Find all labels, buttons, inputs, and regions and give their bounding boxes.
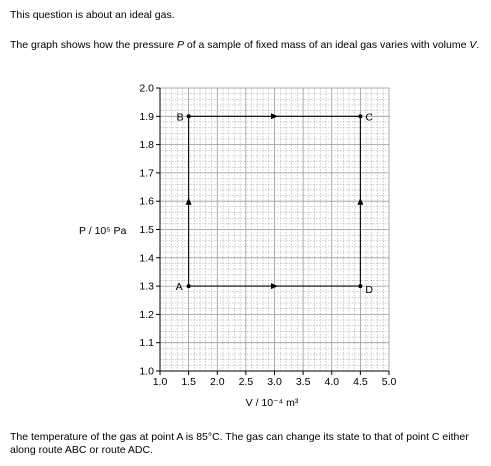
axes — [139, 83, 396, 389]
description-text-3: . — [476, 39, 480, 51]
x-tick-label: 1.5 — [181, 376, 196, 388]
y-tick-label: 1.0 — [139, 365, 154, 378]
point-label-c: C — [365, 111, 373, 124]
pressure-symbol: P — [176, 39, 184, 51]
y-axis-label: P / 10⁵ Pa — [79, 225, 127, 237]
y-tick-label: 1.6 — [139, 195, 154, 208]
question-intro: This question is about an ideal gas. — [10, 9, 175, 21]
x-tick-label: 4.0 — [324, 376, 340, 388]
x-tick-label: 2.0 — [209, 376, 225, 388]
x-tick-label: 2.5 — [238, 376, 254, 388]
y-tick-label: 1.8 — [139, 139, 154, 152]
y-tick-label: 1.2 — [139, 308, 154, 321]
x-tick-label: 4.5 — [353, 376, 368, 388]
y-tick-label: 1.3 — [139, 280, 154, 293]
point-label-b: B — [176, 111, 184, 124]
point-d — [358, 284, 362, 288]
y-tick-label: 1.1 — [139, 337, 154, 350]
x-tick-label: 1.0 — [152, 376, 168, 388]
y-tick-label: 1.4 — [139, 252, 154, 265]
question-footer: The temperature of the gas at point A is 85°C. The gas can change its state to that of point C either along route ABC or route ADC. — [10, 431, 469, 456]
description-text-2: of a sample of fixed mass of an ideal gas varies with volume — [183, 39, 470, 51]
x-tick-label: 3.0 — [267, 376, 282, 388]
x-tick-label: 3.5 — [295, 376, 311, 388]
description-text-1: The graph shows how the pressure — [10, 39, 177, 51]
y-tick-label: 2.0 — [139, 82, 154, 95]
point-c — [358, 114, 362, 118]
x-tick-label: 5.0 — [381, 376, 397, 388]
y-tick-label: 1.7 — [139, 167, 154, 180]
y-tick-label: 1.5 — [139, 224, 154, 236]
y-tick-label: 1.9 — [139, 110, 154, 123]
volume-symbol: V — [469, 39, 477, 51]
point-label-a: A — [175, 281, 183, 294]
point-label-d: D — [365, 284, 373, 297]
point-b — [187, 114, 191, 118]
grid — [160, 88, 389, 371]
x-axis-label: V / 10⁻⁴ m³ — [245, 397, 299, 409]
point-a — [187, 284, 191, 288]
